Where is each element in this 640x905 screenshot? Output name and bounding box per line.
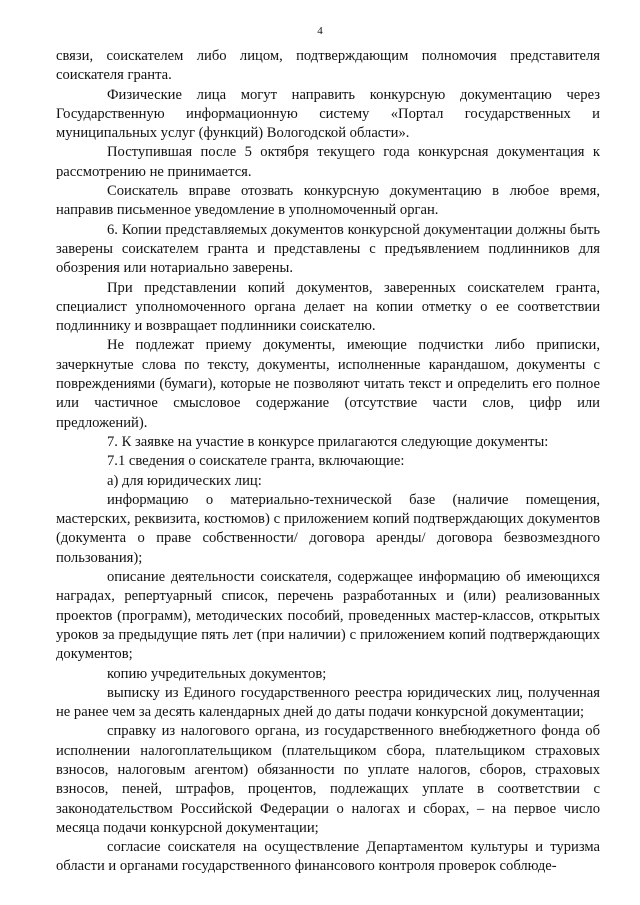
paragraph-copy-verification: При представлении копий документов, заверенных соискателем гранта, специалист уполномоченного органа делает на копии отметку о ее соответствии подлиннику и возвращает подлинники соискателю. xyxy=(56,279,600,335)
paragraph-rejected-documents: Не подлежат приему документы, имеющие подчистки либо приписки, зачеркнутые слова по тексту, документы, исполненные карандашом, документы с повреждениями (бумаги), которые не позволяют читать текст и определить его полное или частичное смысловое содержание (отсутствие части слов, цифр или предложений). xyxy=(56,337,600,431)
paragraph-activity-description: описание деятельности соискателя, содержащее информацию об имеющихся наградах, репертуарный список, перечень разработанных и (или) реализованных проектов (программ), методических пособий, проведенных мастер-классов, открытых уроков за предыдущие пять лет (при наличии) с приложением копий подтверждающих документов; xyxy=(56,569,600,663)
paragraph-continuation: связи, соискателем либо лицом, подтверждающим полномочия представителя соискателя гранта. xyxy=(56,48,600,84)
paragraph-registry-extract: выписку из Единого государственного реестра юридических лиц, полученная не ранее чем за десять календарных дней до даты подачи конкурсной документации; xyxy=(56,684,600,721)
paragraph-item-7-1: 7.1 сведения о соискателе гранта, включающие: xyxy=(107,453,405,470)
paragraph-founding-documents: копию учредительных документов; xyxy=(107,665,327,682)
paragraph-legal-entities: а) для юридических лиц: xyxy=(107,472,262,489)
paragraph-deadline: Поступившая после 5 октября текущего года конкурсная документация к рассмотрению не принимается. xyxy=(56,144,600,180)
paragraph-item-7: 7. К заявке на участие в конкурсе прилагаются следующие документы: xyxy=(107,433,549,450)
paragraph-withdrawal: Соискатель вправе отозвать конкурсную документацию в любое время, направив письменное уведомление в уполномоченный орган. xyxy=(56,183,600,219)
page-number: 4 xyxy=(317,25,323,37)
document-body xyxy=(56,47,600,877)
paragraph-tax-certificate: справку из налогового органа, из государственного внебюджетного фонда об исполнении налогоплательщиком (плательщиком сбора, плательщиком страховых взносов, налоговым агентом) обязанности по уплате налогов, сборов, страховых взносов, пеней, штрафов, процентов, подлежащих уплате в соответствии с законодательством Российской Федерации о налогах и сборах, – на первое число месяца подачи конкурсной документации; xyxy=(56,723,600,836)
paragraph-consent: согласие соискателя на осуществление Департаментом культуры и туризма области и органами государственного финансового контроля проверок соблюде- xyxy=(56,839,600,875)
paragraph-individuals-portal: Физические лица могут направить конкурсную документацию через Государственную информационную систему «Портал государственных и муниципальных услуг (функций) Вологодской области». xyxy=(56,86,600,142)
paragraph-item-6: 6. Копии представляемых документов конкурсной документации должны быть заверены соискателем гранта и представлены с предъявлением подлинников для обозрения или нотариально заверены. xyxy=(56,221,600,277)
paragraph-material-base: информацию о материально-технической базе (наличие помещения, мастерских, реквизита, костюмов) с приложением копий подтверждающих документов (документа о праве собственности/ договора аренды/ договора безвозмездного пользования); xyxy=(56,491,600,566)
